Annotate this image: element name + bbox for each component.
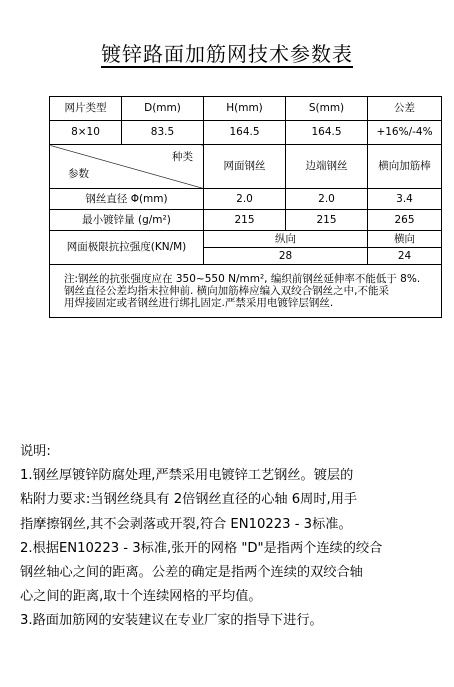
kind-cell: 网面钢丝 [204, 145, 286, 189]
explanation-line: 3.路面加筋网的安装建议在专业厂家的指导下进行。 [20, 613, 323, 629]
page-title: 镀锌路面加筋网技术参数表 [101, 42, 353, 66]
table-cell: 83.5 [122, 121, 204, 145]
header-cell: 公差 [368, 97, 442, 121]
table-row [50, 145, 442, 189]
table-cell: 纵向 [204, 231, 368, 248]
kind-cell: 边端钢丝 [286, 145, 368, 189]
row-label: 最小镀锌量 (g/m²) [50, 210, 204, 231]
table-cell: 265 [368, 210, 442, 231]
table-cell: +16%/-4% [368, 121, 442, 145]
table-note [50, 265, 442, 318]
note-line: 注:钢丝的抗张强度应在 350~550 N/mm², 编织前钢丝延伸率不能低于 8%. [64, 273, 421, 285]
table-row [50, 189, 442, 210]
header-cell: H(mm) [204, 97, 286, 121]
header-cell: S(mm) [286, 97, 368, 121]
table-cell: 2.0 [204, 189, 286, 210]
table-row [50, 265, 442, 318]
table-cell: 8×10 [50, 121, 122, 145]
header-cell: 网片类型 [50, 97, 122, 121]
explanation-section [20, 440, 440, 634]
row-label: 钢丝直径 Φ(mm) [50, 189, 204, 210]
table-cell: 28 [204, 248, 368, 265]
explanation-line: 1.钢丝厚镀锌防腐处理,严禁采用电镀锌工艺钢丝。镀层的 [20, 468, 354, 484]
table-row [50, 210, 442, 231]
table-cell: 215 [286, 210, 368, 231]
diagonal-header-cell [50, 145, 204, 189]
note-line: 用焊接固定或者钢丝进行绑扎固定.严禁采用电镀锌层钢丝. [64, 297, 334, 310]
table-header-row [50, 97, 442, 121]
table-cell: 215 [204, 210, 286, 231]
kind-cell: 横向加筋棒 [368, 145, 442, 189]
explanation-line: 粘附力要求:当钢丝绕具有 2倍钢丝直径的心轴 6周时,用手 [20, 492, 358, 508]
table-cell: 2.0 [286, 189, 368, 210]
spec-table [49, 96, 442, 318]
table-cell: 3.4 [368, 189, 442, 210]
row-label: 网面极限抗拉强度(KN/M) [50, 231, 204, 265]
kind-label: 种类 [172, 151, 193, 163]
table-row [50, 231, 442, 248]
explanation-line: 心之间的距离,取十个连续网格的平均值。 [20, 589, 262, 605]
table-cell: 164.5 [286, 121, 368, 145]
table-row [50, 121, 442, 145]
table-cell: 横向 [368, 231, 442, 248]
table-cell: 164.5 [204, 121, 286, 145]
table-cell: 24 [368, 248, 442, 265]
explanation-line: 钢丝轴心之间的距离。公差的确定是指两个连续的双绞合轴 [20, 565, 363, 581]
header-cell: D(mm) [122, 97, 204, 121]
param-label: 参数 [68, 167, 89, 180]
note-line: 钢丝直径公差均指未拉伸前. 横向加筋棒应编入双绞合钢丝之中,不能采 [64, 285, 390, 298]
explanation-line: 指摩擦钢丝,其不会剥落或开裂,符合 EN10223 - 3标准。 [20, 516, 352, 532]
explanation-heading: 说明: [20, 444, 51, 459]
explanation-line: 2.根据EN10223 - 3标准,张开的网格 "D"是指两个连续的绞合 [20, 540, 383, 556]
